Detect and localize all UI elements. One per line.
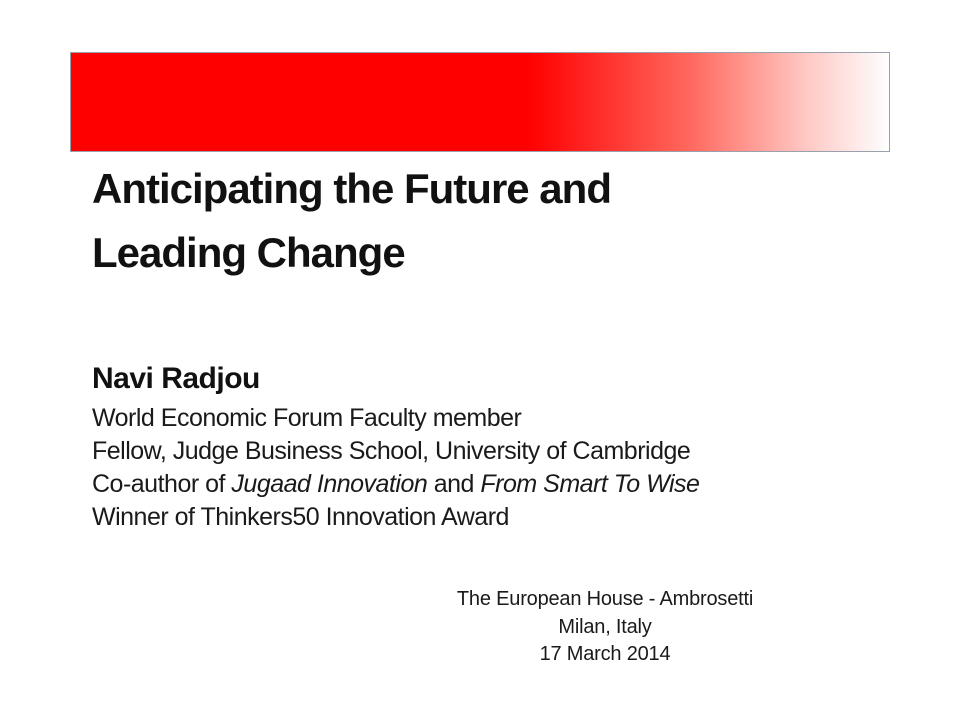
book-title-from-smart-to-wise: From Smart To Wise bbox=[480, 470, 700, 498]
author-credential-coauthor bbox=[92, 468, 832, 501]
coauthor-prefix: Co-author of bbox=[92, 470, 232, 498]
author-block bbox=[92, 360, 832, 534]
event-details-block bbox=[245, 586, 960, 669]
author-name: Navi Radjou bbox=[92, 362, 260, 395]
coauthor-conjunction: and bbox=[427, 470, 481, 498]
event-organization: The European House - Ambrosetti bbox=[456, 588, 754, 610]
author-credential-fellow: Fellow, Judge Business School, University of Cambridge bbox=[92, 437, 691, 465]
author-credential-thinkers50: Winner of Thinkers50 Innovation Award bbox=[92, 503, 509, 531]
book-title-jugaad-innovation: Jugaad Innovation bbox=[231, 470, 428, 498]
slide-title-line-2: Leading Change bbox=[92, 229, 405, 276]
author-credential-wef: World Economic Forum Faculty member bbox=[92, 404, 522, 432]
event-date: 17 March 2014 bbox=[539, 643, 671, 665]
event-location: Milan, Italy bbox=[558, 615, 652, 638]
red-gradient-banner bbox=[70, 52, 890, 152]
slide-title bbox=[92, 157, 892, 285]
slide-title-line-1: Anticipating the Future and bbox=[92, 165, 611, 212]
